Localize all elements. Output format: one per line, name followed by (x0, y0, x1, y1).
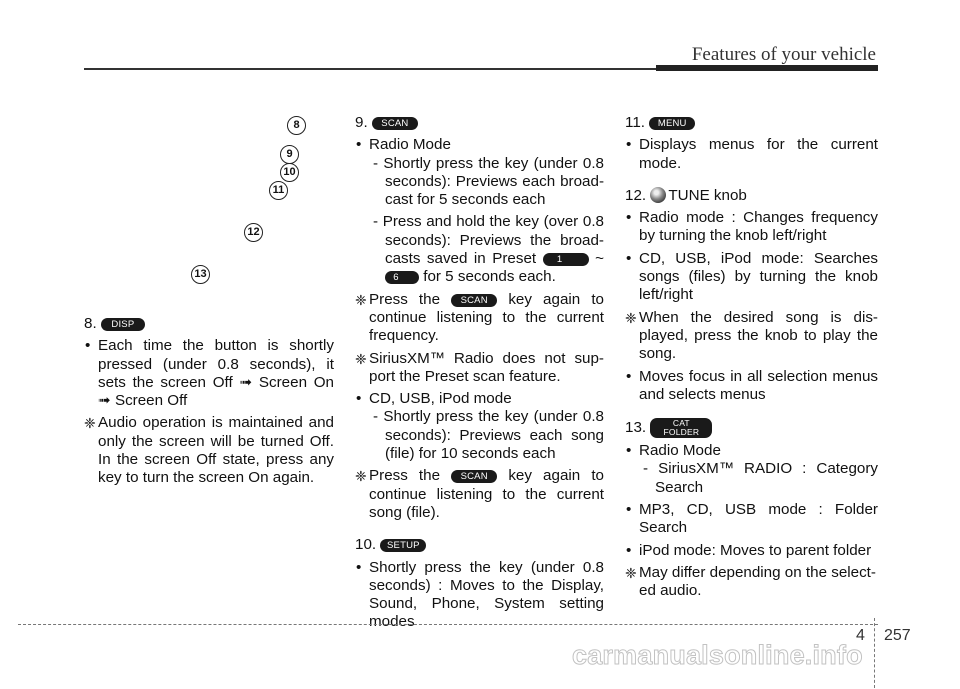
tune-knob-icon (650, 187, 666, 203)
disp-key-icon: DISP (101, 318, 145, 331)
header-bar (656, 65, 878, 71)
tune-bullet-1: • Radio mode : Changes frequency by turning the knob left/right (625, 209, 878, 246)
item-8-heading: 8. DISP (84, 315, 334, 333)
chapter-number: 4 (856, 627, 865, 644)
cat-note: ❈ May differ depending on the select-ed audio. (625, 564, 878, 601)
watermark: carmanualsonline.info (572, 640, 863, 670)
item-8-note: ❈ Audio operation is maintained and only the screen will be turned Off. In the screen Off state, press any key to turn the screen On again. (84, 414, 334, 487)
radio-mode-bullet: • Radio Mode (355, 136, 604, 154)
item-11-heading: 11. MENU (625, 114, 878, 132)
scan-note-2: ❈ SiriusXM™ Radio does not sup-port the Preset scan feature. (355, 350, 604, 387)
callout-10: 10 (280, 163, 299, 182)
item-13-heading: 13. CAT FOLDER (625, 418, 878, 438)
callout-12: 12 (244, 223, 263, 242)
column-3 (625, 114, 878, 601)
header-rule (84, 68, 656, 70)
scan-dash-2: - Press and hold the key (over 0.8 seconds): Previews the broad-casts saved in Preset 1 ~ 6 for 5 seconds each. (373, 213, 604, 286)
item-12-heading: 12. TUNE knob (625, 186, 747, 204)
scan-key-icon: SCAN (451, 294, 497, 307)
item-10-bullet: • Shortly press the key (under 0.8 seconds) : Moves to the Display, Sound, Phone, System setting modes (355, 559, 604, 632)
footer-rule (18, 624, 878, 625)
column-2 (355, 114, 604, 632)
menu-key-icon: MENU (649, 117, 695, 130)
scan-note-1: ❈ Press the SCAN key again to continue listening to the current frequency. (355, 291, 604, 346)
setup-key-icon: SETUP (380, 539, 426, 552)
item-10-heading: 10. SETUP (355, 536, 604, 554)
cat-folder-key-icon: CAT FOLDER (650, 418, 712, 438)
item-8-bullet: • Each time the button is shortly pressed (under 0.8 seconds), it sets the screen Off ➟ Screen On ➟ Screen Off (84, 337, 334, 410)
tune-bullet-3: • Moves focus in all selection menus and selects menus (625, 368, 878, 405)
callout-8: 8 (287, 116, 306, 135)
page-number: 257 (884, 627, 911, 644)
figure-area (84, 100, 334, 300)
callout-13: 13 (191, 265, 210, 284)
column-1 (84, 315, 334, 488)
scan-dash-1: - Shortly press the key (under 0.8 seconds): Previews each broad-cast for 5 seconds each (373, 154, 604, 209)
section-title: Features of your vehicle (691, 44, 876, 65)
cat-radio-mode-bullet: • Radio Mode (625, 442, 878, 460)
callout-11: 11 (269, 181, 288, 200)
tune-bullet-2: • CD, USB, iPod mode: Searches songs (files) by turning the knob left/right (625, 250, 878, 305)
page-divider (874, 618, 875, 688)
preset-1-key-icon: 1 (543, 253, 589, 266)
scan-key-icon: SCAN (372, 117, 418, 130)
cat-dash-1: - SiriusXM™ RADIO : Category Search (643, 460, 878, 496)
item-11-bullet: • Displays menus for the current mode. (625, 136, 878, 173)
callout-9: 9 (280, 145, 299, 164)
cat-bullet-mp3: • MP3, CD, USB mode : Folder Search (625, 501, 878, 538)
tune-note-1: ❈ When the desired song is dis-played, press the knob to play the song. (625, 309, 878, 364)
cat-bullet-ipod: • iPod mode: Moves to parent folder (625, 542, 878, 560)
scan-key-icon: SCAN (451, 470, 497, 483)
scan-note-3: ❈ Press the SCAN key again to continue listening to the current song (file). (355, 467, 604, 522)
cd-mode-bullet: • CD, USB, iPod mode (355, 390, 604, 408)
preset-6-key-icon: 6 (385, 271, 419, 284)
scan-dash-3: - Shortly press the key (under 0.8 seconds): Previews each song (file) for 10 seconds each (373, 408, 604, 463)
item-9-heading: 9. SCAN (355, 114, 604, 132)
